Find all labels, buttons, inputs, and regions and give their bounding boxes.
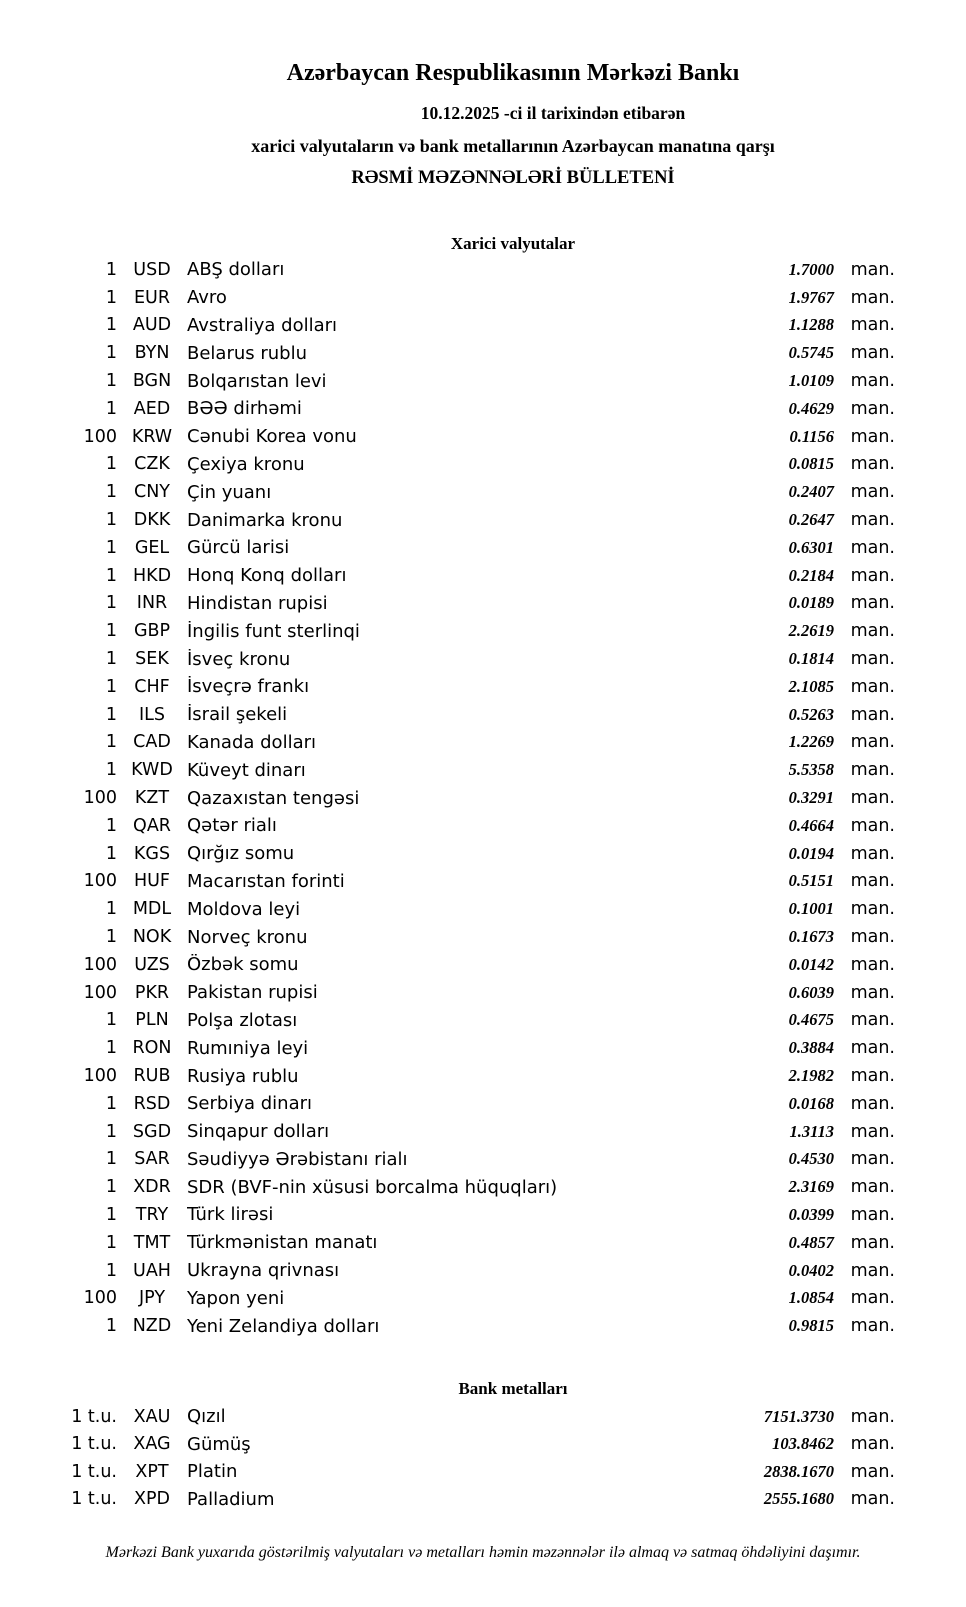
currency-row-name: Səudiyyə Ərəbistanı rialı <box>187 1148 408 1170</box>
currency-row-rate: 1.9767 <box>788 287 834 307</box>
currency-row-rate: 0.6301 <box>788 537 834 557</box>
currency-row-code: CHF <box>134 676 170 697</box>
currency-row-rate: 5.5358 <box>788 760 834 780</box>
currency-row-quantity: 1 <box>105 1149 117 1170</box>
currency-row-code: TMT <box>133 1232 171 1253</box>
currency-row-name: Moldova leyi <box>187 898 301 920</box>
currency-row-rate: 0.0815 <box>788 454 834 474</box>
currency-row <box>0 256 895 284</box>
man-label: man. <box>850 565 895 586</box>
metal-row-code: XAU <box>133 1406 171 1427</box>
currency-row-rate: 0.0142 <box>788 954 834 974</box>
currency-row <box>0 979 895 1007</box>
currency-row <box>0 534 895 562</box>
currency-row <box>0 840 895 868</box>
currency-row-rate: 0.6039 <box>788 982 834 1002</box>
metal-row-name: Qızıl <box>187 1406 226 1428</box>
metal-row-code: XPT <box>135 1461 169 1482</box>
currency-row-quantity: 1 <box>105 815 117 836</box>
man-label: man. <box>850 871 895 892</box>
currency-row-rate: 0.0399 <box>788 1204 834 1224</box>
currency-row-code: AED <box>133 398 171 419</box>
currency-row <box>0 395 895 423</box>
currency-row-rate: 1.2269 <box>788 732 834 752</box>
metal-row-rate: 2838.1670 <box>763 1461 834 1481</box>
currency-row-code: MDL <box>132 899 172 920</box>
currency-row <box>0 1146 895 1174</box>
currency-row-code: CAD <box>133 732 171 753</box>
currency-row-name: Qazaxıstan tengəsi <box>187 787 360 809</box>
man-label: man. <box>850 788 895 809</box>
currency-row <box>0 951 895 979</box>
metal-row-quantity: 1 t.u. <box>71 1461 117 1482</box>
currency-row <box>0 923 895 951</box>
metal-row-rate: 103.8462 <box>772 1434 834 1454</box>
currency-row-quantity: 1 <box>105 1093 117 1114</box>
man-label: man. <box>850 1093 895 1114</box>
currency-row-rate: 0.4530 <box>788 1149 834 1169</box>
currency-row-code: NOK <box>132 927 172 948</box>
currency-row-rate: 2.1982 <box>788 1066 834 1085</box>
currency-row-code: QAR <box>133 815 171 836</box>
currency-row-quantity: 1 <box>105 760 117 781</box>
currency-row-rate: 0.2184 <box>788 565 834 585</box>
currency-row-rate: 0.3291 <box>788 788 834 808</box>
currency-row-name: Sinqapur dolları <box>187 1121 330 1143</box>
currency-row-code: USD <box>133 259 171 280</box>
metal-row-name: Palladium <box>187 1488 275 1510</box>
currency-row-code: KRW <box>131 426 173 447</box>
man-label: man. <box>850 1288 895 1309</box>
currency-row <box>0 562 895 590</box>
currency-row <box>0 590 895 618</box>
currency-row-name: Polşa zlotası <box>187 1009 298 1031</box>
currency-row-name: Yapon yeni <box>187 1287 285 1309</box>
currency-row-quantity: 100 <box>83 871 117 892</box>
currency-row-name: ABŞ dolları <box>187 259 285 281</box>
currency-row-rate: 0.1673 <box>788 927 834 947</box>
currency-row-rate: 2.2619 <box>788 621 834 641</box>
man-label: man. <box>850 287 895 308</box>
currency-row-rate: 1.0854 <box>788 1288 834 1308</box>
man-label: man. <box>850 343 895 364</box>
currency-row-rate: 0.1814 <box>788 649 834 669</box>
currency-row-quantity: 100 <box>83 954 117 975</box>
currency-row-name: Norveç kronu <box>187 926 308 948</box>
man-label: man. <box>850 1121 895 1142</box>
currency-row <box>0 756 895 784</box>
currency-row-rate: 0.5263 <box>788 704 834 724</box>
currency-row-name: Yeni Zelandiya dolları <box>187 1315 380 1337</box>
currency-row-name: SDR (BVF-nin xüsusi borcalma hüquqları) <box>187 1176 558 1198</box>
metals-section-title: Bank metalları <box>458 1379 568 1398</box>
currency-row <box>0 895 895 923</box>
disclaimer-text: Mərkəzi Bank yuxarıda göstərilmiş valyutaları və metalları həmin məzənnələr ilə almaq və satmaq öhdəliyini daşımır. <box>105 1544 861 1561</box>
currency-row-name: Danimarka kronu <box>187 509 343 531</box>
currency-row-code: UAH <box>133 1260 171 1281</box>
currency-row-name: Qırğız somu <box>187 843 295 865</box>
man-label: man. <box>850 1177 895 1198</box>
man-label: man. <box>850 982 895 1003</box>
man-label: man. <box>850 621 895 642</box>
currency-row-name: Rumıniya leyi <box>187 1037 309 1059</box>
currency-row-name: İsrail şekeli <box>187 704 288 726</box>
currency-row-quantity: 1 <box>105 259 117 280</box>
currency-row-quantity: 1 <box>105 732 117 753</box>
man-label: man. <box>850 371 895 392</box>
man-label: man. <box>850 1260 895 1281</box>
man-label: man. <box>850 593 895 614</box>
currency-row-quantity: 1 <box>105 537 117 558</box>
man-label: man. <box>850 760 895 781</box>
currency-row-rate: 0.0189 <box>788 593 834 613</box>
metal-row-quantity: 1 t.u. <box>71 1434 117 1455</box>
currency-row-quantity: 1 <box>105 565 117 586</box>
currency-row-quantity: 100 <box>83 1066 117 1086</box>
currency-row-rate: 1.0109 <box>788 371 834 391</box>
currency-row-name: Pakistan rupisi <box>187 982 318 1004</box>
metal-row-name: Gümüş <box>187 1433 251 1455</box>
currency-row <box>0 1284 895 1312</box>
currency-row <box>0 868 895 896</box>
currency-row-quantity: 1 <box>105 287 117 308</box>
currency-row-code: GBP <box>133 621 171 642</box>
currencies-section-title: Xarici valyutalar <box>450 234 576 253</box>
currency-row <box>0 617 895 645</box>
currency-row-quantity: 100 <box>83 426 117 447</box>
currency-row-quantity: 1 <box>105 1010 117 1031</box>
metal-row-code: XPD <box>133 1489 171 1510</box>
currency-row-quantity: 1 <box>105 1038 117 1059</box>
man-label: man. <box>850 1204 895 1225</box>
currency-row-rate: 0.4629 <box>788 398 834 418</box>
currency-row-quantity: 1 <box>105 1260 117 1281</box>
currency-row <box>0 729 895 757</box>
currency-row-rate: 1.7000 <box>788 259 834 279</box>
currency-row-code: KZT <box>134 788 170 809</box>
metal-row <box>0 1458 895 1486</box>
currency-row-quantity: 1 <box>105 343 117 364</box>
currency-row-rate: 0.0194 <box>788 843 834 863</box>
currency-row-quantity: 100 <box>83 788 117 809</box>
currency-table <box>0 256 895 1340</box>
currency-row-code: SAR <box>134 1149 170 1170</box>
currency-row-rate: 0.1156 <box>789 426 834 446</box>
currency-row-name: Bolqarıstan levi <box>187 370 327 392</box>
currency-row-code: GEL <box>134 537 170 558</box>
currency-row-code: UZS <box>134 954 170 975</box>
currency-row-name: Kanada dolları <box>187 731 317 753</box>
currency-row-code: PKR <box>134 982 170 1003</box>
currency-row-name: İngilis funt sterlinqi <box>187 620 360 642</box>
currency-row-code: ILS <box>138 704 166 725</box>
currency-row-quantity: 100 <box>83 1288 117 1309</box>
currency-row-rate: 0.2647 <box>788 510 834 530</box>
currency-row-code: EUR <box>133 287 171 308</box>
currency-row-name: Küveyt dinarı <box>187 759 306 781</box>
currency-row-rate: 0.9815 <box>788 1316 834 1336</box>
currency-row-name: Ukrayna qrivnası <box>187 1260 340 1282</box>
currency-row-code: DKK <box>133 510 171 531</box>
currency-row-name: BƏƏ dirhəmi <box>187 398 302 420</box>
bulletin-title: RƏSMİ MƏZƏNNƏLƏRİ BÜLLETENİ <box>351 168 675 188</box>
bank-name-title: Azərbaycan Respublikasının Mərkəzi Bankı <box>286 60 740 86</box>
man-label: man. <box>850 537 895 558</box>
currency-row-quantity: 1 <box>105 676 117 697</box>
currency-row-rate: 0.3884 <box>788 1038 834 1058</box>
metal-row-rate: 7151.3730 <box>763 1406 834 1426</box>
man-label: man. <box>850 398 895 419</box>
currency-row-rate: 0.0402 <box>788 1260 834 1280</box>
currency-row-code: NZD <box>132 1316 172 1337</box>
currency-row-code: PLN <box>135 1010 169 1031</box>
currency-row-quantity: 1 <box>105 704 117 725</box>
currency-row <box>0 451 895 479</box>
currency-row-name: Avro <box>187 287 227 309</box>
currency-row-name: Cənubi Korea vonu <box>187 426 357 448</box>
currency-row-code: CZK <box>134 454 170 475</box>
man-label: man. <box>850 1461 895 1482</box>
effective-date-line: 10.12.2025 -ci il tarixindən etibarən <box>420 103 686 123</box>
currency-row-code: CNY <box>134 482 170 503</box>
man-label: man. <box>850 1232 895 1253</box>
currency-row <box>0 1257 895 1285</box>
man-label: man. <box>850 843 895 864</box>
currency-row-rate: 1.3113 <box>789 1121 834 1141</box>
metal-row <box>0 1431 895 1459</box>
currency-row-name: Türk lirəsi <box>187 1204 274 1226</box>
man-label: man. <box>850 315 895 336</box>
man-label: man. <box>850 1434 895 1455</box>
metal-row-quantity: 1 t.u. <box>71 1406 117 1427</box>
man-label: man. <box>850 1316 895 1337</box>
currency-row-quantity: 1 <box>105 454 117 475</box>
currency-row-code: JPY <box>138 1288 166 1309</box>
man-label: man. <box>850 732 895 753</box>
currency-row-name: Serbiya dinarı <box>187 1093 312 1115</box>
currency-row-rate: 2.1085 <box>788 676 834 696</box>
currency-row-quantity: 1 <box>105 593 117 614</box>
currency-row <box>0 701 895 729</box>
metal-row <box>0 1403 895 1431</box>
scope-line: xarici valyutaların və bank metallarının Azərbaycan manatına qarşı <box>251 136 775 156</box>
currency-row-quantity: 1 <box>105 1316 117 1337</box>
currency-row-quantity: 1 <box>105 371 117 392</box>
man-label: man. <box>850 1010 895 1031</box>
currency-row-code: BYN <box>134 343 170 364</box>
currency-row-quantity: 1 <box>105 1177 117 1198</box>
currency-row-code: AUD <box>132 315 172 336</box>
currency-row-name: Gürcü larisi <box>187 537 290 559</box>
metals-table <box>0 1403 895 1513</box>
currency-row-code: RUB <box>133 1066 171 1086</box>
currency-row <box>0 1007 895 1035</box>
currency-row-code: KGS <box>133 843 171 864</box>
currency-row-name: Çexiya kronu <box>187 453 305 475</box>
currency-row-quantity: 1 <box>105 398 117 419</box>
currency-row-name: Belarus rublu <box>187 342 308 364</box>
currency-row-quantity: 1 <box>105 510 117 531</box>
currency-row-code: BGN <box>132 371 172 392</box>
currency-row <box>0 784 895 812</box>
man-label: man. <box>850 704 895 725</box>
currency-row-rate: 0.4664 <box>788 815 834 835</box>
currency-row-name: Rusiya rublu <box>187 1065 299 1087</box>
currency-row-code: HKD <box>132 565 172 586</box>
man-label: man. <box>850 649 895 670</box>
currency-row-name: Türkmənistan manatı <box>187 1232 378 1254</box>
currency-row-code: XDR <box>133 1177 171 1198</box>
currency-row <box>0 367 895 395</box>
currency-row-name: Avstraliya dolları <box>187 314 338 336</box>
currency-row-rate: 0.4857 <box>788 1232 834 1252</box>
currency-row <box>0 284 895 312</box>
currency-row-rate: 0.2407 <box>788 482 834 502</box>
currency-row <box>0 1173 895 1201</box>
man-label: man. <box>850 454 895 475</box>
man-label: man. <box>850 482 895 503</box>
man-label: man. <box>850 954 895 975</box>
man-label: man. <box>850 1489 895 1510</box>
currency-row-rate: 0.5745 <box>788 343 834 363</box>
currency-row <box>0 1201 895 1229</box>
currency-row-quantity: 1 <box>105 1204 117 1225</box>
currency-row-quantity: 1 <box>105 1121 117 1142</box>
currency-row-code: SEK <box>135 649 169 670</box>
currency-row <box>0 506 895 534</box>
currency-row-quantity: 1 <box>105 899 117 920</box>
currency-row-code: SGD <box>132 1121 172 1142</box>
currency-row <box>0 812 895 840</box>
currency-row <box>0 1090 895 1118</box>
currency-row-code: RSD <box>133 1093 171 1114</box>
currency-row-code: RON <box>132 1038 172 1059</box>
currency-row <box>0 423 895 451</box>
man-label: man. <box>850 927 895 948</box>
currency-row-code: KWD <box>131 760 173 781</box>
currency-row-name: İsveçrə frankı <box>187 676 310 698</box>
man-label: man. <box>850 1406 895 1427</box>
currency-row <box>0 1034 895 1062</box>
currency-row-quantity: 1 <box>105 315 117 336</box>
currency-row <box>0 1062 895 1090</box>
currency-row-code: TRY <box>135 1204 169 1225</box>
currency-row-quantity: 1 <box>105 843 117 864</box>
currency-row-rate: 1.1288 <box>788 315 834 335</box>
currency-row-rate: 0.5151 <box>788 871 834 891</box>
currency-row <box>0 1118 895 1146</box>
currency-row-rate: 0.1001 <box>788 899 834 919</box>
currency-row-quantity: 1 <box>105 1232 117 1253</box>
currency-row-name: Honq Konq dolları <box>187 565 347 587</box>
metal-row-code: XAG <box>133 1434 171 1455</box>
currency-row-name: Macarıstan forinti <box>187 870 345 892</box>
currency-row-name: Qətər rialı <box>187 815 277 837</box>
currency-row <box>0 1229 895 1257</box>
man-label: man. <box>850 815 895 836</box>
currency-row <box>0 673 895 701</box>
currency-row-quantity: 1 <box>105 482 117 503</box>
currency-row <box>0 312 895 340</box>
man-label: man. <box>850 1038 895 1059</box>
metal-row-name: Platin <box>187 1461 238 1483</box>
man-label: man. <box>850 899 895 920</box>
currency-row-rate: 2.3169 <box>788 1177 834 1197</box>
currency-row-quantity: 1 <box>105 621 117 642</box>
currency-row-quantity: 100 <box>83 982 117 1003</box>
currency-row-name: Özbək somu <box>187 954 299 976</box>
metal-row <box>0 1486 895 1514</box>
currency-row-rate: 0.4675 <box>788 1010 834 1030</box>
currency-row <box>0 645 895 673</box>
man-label: man. <box>850 426 895 447</box>
man-label: man. <box>850 1066 895 1086</box>
man-label: man. <box>850 1149 895 1170</box>
currency-row-rate: 0.0168 <box>788 1093 834 1113</box>
currency-row-name: Hindistan rupisi <box>187 592 328 614</box>
currency-row <box>0 478 895 506</box>
currency-row-name: Çin yuanı <box>187 481 272 503</box>
metal-row-quantity: 1 t.u. <box>71 1489 117 1510</box>
man-label: man. <box>850 510 895 531</box>
currency-row-quantity: 1 <box>105 927 117 948</box>
currency-row <box>0 339 895 367</box>
currency-row-name: İsveç kronu <box>187 648 291 670</box>
metal-row-rate: 2555.1680 <box>763 1489 834 1509</box>
man-label: man. <box>850 259 895 280</box>
currency-row-quantity: 1 <box>105 649 117 670</box>
currency-row-code: INR <box>136 593 168 614</box>
man-label: man. <box>850 676 895 697</box>
currency-row-code: HUF <box>133 871 171 892</box>
currency-row <box>0 1312 895 1340</box>
